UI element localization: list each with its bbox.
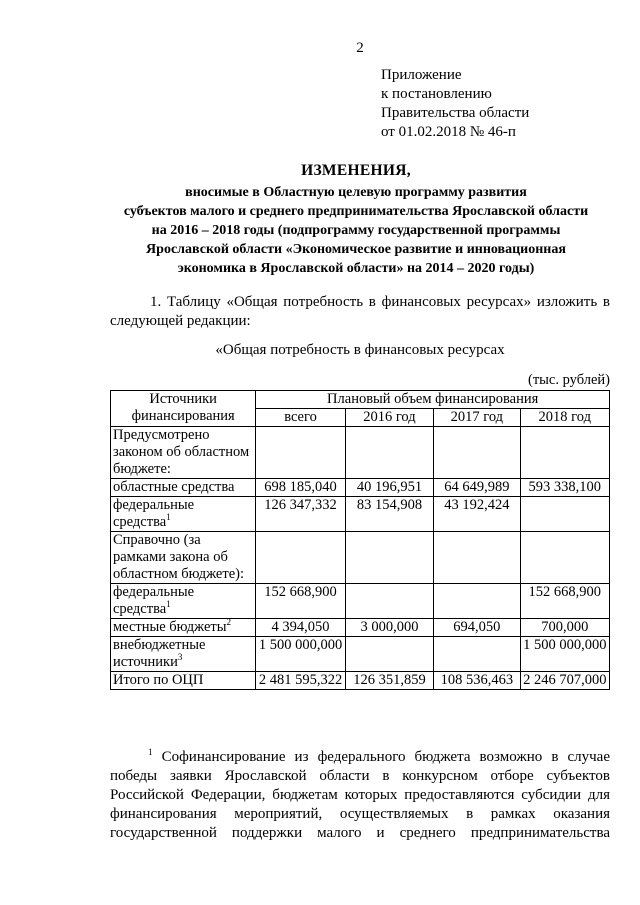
row-label — [111, 479, 256, 497]
cell-y2018 — [520, 497, 609, 532]
row-label — [111, 497, 256, 532]
financing-table — [110, 390, 610, 690]
cell-y2016 — [345, 427, 433, 479]
footnote-line: государственной поддержки малого и среднего предпринимательства — [110, 825, 610, 841]
header-planned: Плановый объем финансирования — [256, 391, 610, 409]
cell-total — [256, 532, 345, 584]
document-title — [96, 161, 616, 278]
footnote-ref: 2 — [226, 617, 232, 628]
title-line: вносимые в Областную целевую программу развития — [185, 185, 527, 200]
row-label-text: внебюджетные источники — [113, 637, 206, 670]
row-label-text: Справочно (за рамками закона об областном бюджете): — [113, 532, 244, 582]
title-line: Ярославской области «Экономическое развитие и инновационная — [146, 242, 566, 257]
row-label-text: областные средства — [113, 479, 235, 495]
cell-y2018: 2 246 707,000 — [520, 672, 609, 690]
footnote-ref: 1 — [166, 599, 171, 610]
appendix-line: от 01.02.2018 № 46-п — [381, 124, 516, 140]
header-2017: 2017 год — [434, 409, 520, 427]
cell-y2017: 108 536,463 — [434, 672, 520, 690]
footnote-ref: 1 — [166, 512, 171, 523]
cell-y2016: 126 351,859 — [345, 672, 433, 690]
cell-y2016 — [345, 584, 433, 619]
row-label — [111, 672, 256, 690]
table-units: (тыс. рублей) — [528, 372, 610, 388]
table-row — [111, 497, 610, 532]
footnote-line: Российской Федерации, бюджетам которых предоставляются субсидии для — [110, 787, 610, 803]
cell-y2016: 83 154,908 — [345, 497, 433, 532]
header-2016: 2016 год — [345, 409, 433, 427]
paragraph-line: 1. Таблицу «Общая потребность в финансовых ресурсах» изложить в — [150, 294, 610, 310]
cell-y2017 — [434, 427, 520, 479]
appendix-line: Правительства области — [381, 105, 530, 121]
header-total: всего — [256, 409, 345, 427]
footnote-text: Софинансирование из федерального бюджета возможно в случае — [161, 749, 610, 765]
footnote-line: победы заявки Ярославской области в конкурсном отборе субъектов — [110, 768, 610, 784]
cell-y2016: 3 000,000 — [345, 619, 433, 637]
row-label — [111, 619, 256, 637]
cell-total: 126 347,332 — [256, 497, 345, 532]
table-row — [111, 584, 610, 619]
row-label — [111, 584, 256, 619]
table-body — [111, 427, 610, 690]
cell-y2016 — [345, 637, 433, 672]
footnote-ref: 3 — [177, 652, 183, 663]
header-source: Источники финансирования — [111, 391, 256, 427]
table-title: «Общая потребность в финансовых ресурсах — [215, 342, 505, 358]
page-number: 2 — [356, 40, 364, 56]
footnote-marker: 1 — [148, 747, 153, 757]
cell-y2016 — [345, 532, 433, 584]
cell-y2017 — [434, 637, 520, 672]
footnote — [110, 748, 610, 843]
row-label — [111, 637, 256, 672]
table-row — [111, 619, 610, 637]
row-label — [111, 532, 256, 584]
appendix-line: Приложение — [381, 67, 462, 83]
cell-total: 1 500 000,000 — [256, 637, 345, 672]
paragraph-line: следующей редакции: — [110, 313, 251, 329]
cell-y2016: 40 196,951 — [345, 479, 433, 497]
cell-y2017: 694,050 — [434, 619, 520, 637]
footnote-line — [110, 748, 610, 767]
table-row — [111, 532, 610, 584]
row-label — [111, 427, 256, 479]
table-row — [111, 479, 610, 497]
header-2018: 2018 год — [520, 409, 609, 427]
appendix-line: к постановлению — [381, 86, 492, 102]
cell-total: 2 481 595,322 — [256, 672, 345, 690]
row-label-text: федеральные средства — [113, 497, 195, 530]
cell-total: 698 185,040 — [256, 479, 345, 497]
cell-y2017: 43 192,424 — [434, 497, 520, 532]
cell-y2017 — [434, 532, 520, 584]
cell-y2018: 700,000 — [520, 619, 609, 637]
table-row — [111, 637, 610, 672]
row-label-text: Предусмотрено законом об областном бюджете: — [113, 427, 250, 477]
cell-y2017 — [434, 584, 520, 619]
cell-y2018 — [520, 427, 609, 479]
footnote-line: финансирования мероприятий, осуществляемых в рамках оказания — [110, 806, 610, 822]
cell-y2017: 64 649,989 — [434, 479, 520, 497]
body-paragraph — [110, 293, 610, 331]
row-label-text: федеральные средства — [113, 584, 195, 617]
cell-total: 4 394,050 — [256, 619, 345, 637]
table-row — [111, 672, 610, 690]
cell-y2018: 593 338,100 — [520, 479, 609, 497]
cell-y2018: 152 668,900 — [520, 584, 609, 619]
title-line: на 2016 – 2018 годы (подпрограмму государственной программы — [151, 223, 561, 238]
row-label-text: Итого по ОЦП — [113, 672, 204, 688]
title-heading: ИЗМЕНЕНИЯ, — [301, 162, 411, 179]
cell-y2018: 1 500 000,000 — [520, 637, 609, 672]
cell-y2018 — [520, 532, 609, 584]
title-line: экономика в Ярославской области» на 2014 – 2020 годы) — [177, 261, 535, 276]
cell-total — [256, 427, 345, 479]
title-line: субъектов малого и среднего предпринимательства Ярославской области — [123, 204, 589, 219]
table-row — [111, 427, 610, 479]
appendix-block — [381, 66, 529, 142]
table-header-row — [111, 391, 610, 409]
cell-total: 152 668,900 — [256, 584, 345, 619]
row-label-text: местные бюджеты — [113, 619, 227, 635]
